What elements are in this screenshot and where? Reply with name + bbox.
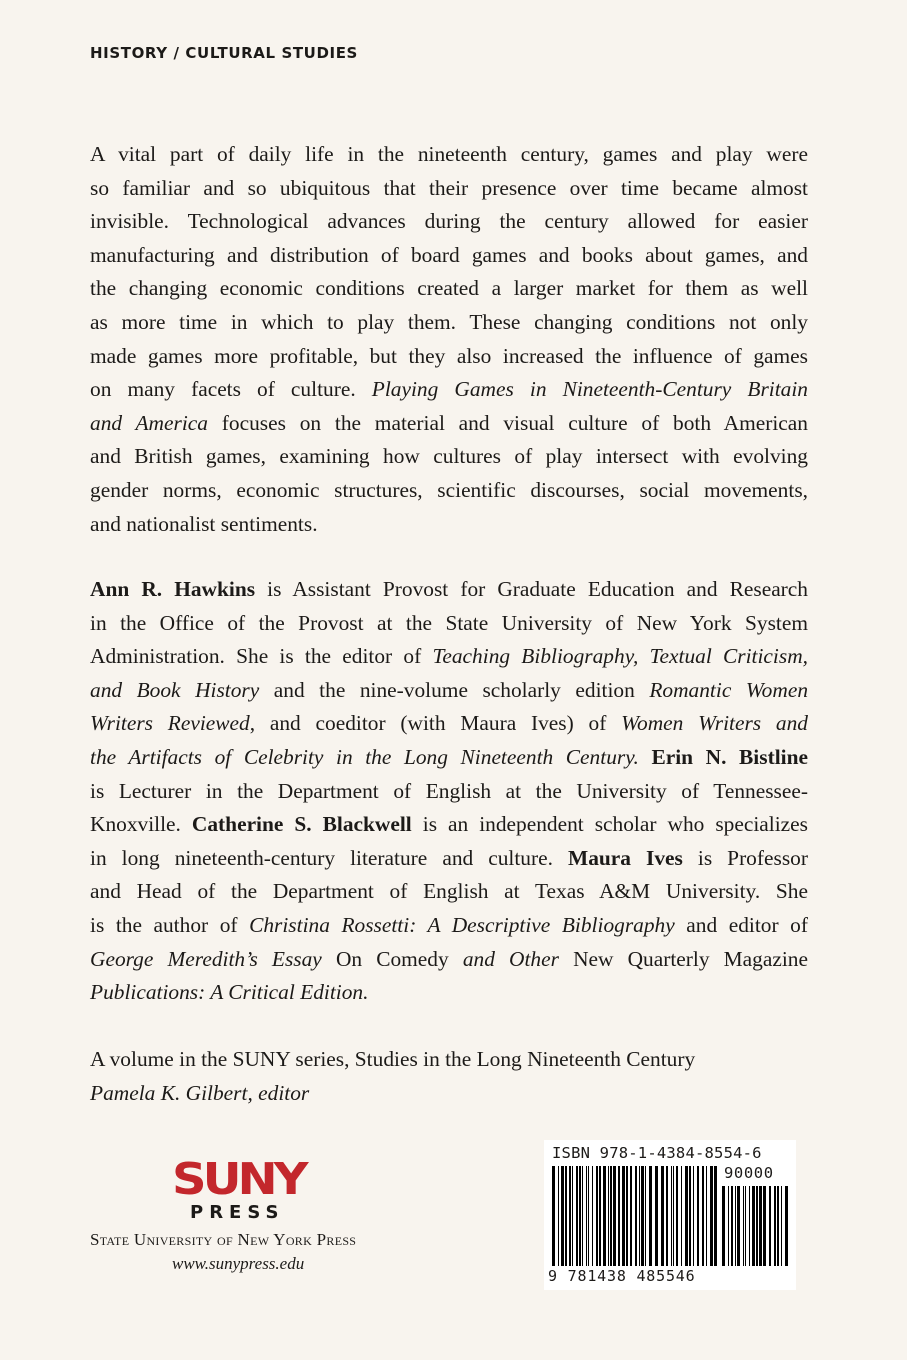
description-line: made games more profitable, but they also increased the influence of games <box>90 343 808 368</box>
category-label: HISTORY / CULTURAL STUDIES <box>90 44 358 62</box>
description-line: the changing economic conditions created a larger market for them as well <box>90 276 808 301</box>
description-line: and America focuses on the material and visual culture of both American <box>90 410 808 435</box>
description-line: so familiar and so ubiquitous that their presence over time became almost <box>90 175 808 200</box>
author-name: Maura Ives <box>568 845 683 870</box>
book-description <box>90 138 808 541</box>
series-info <box>90 1043 808 1110</box>
logo-press-text: PRESS <box>190 1202 285 1223</box>
author-bios: Ann R. Hawkins is Assistant Provost for Graduate Education and Research in the Office of the Provost at the State University of New York System Administration. She is the editor of Teaching Bibliography, Textual Criticism, and Book History and the nine-volume scholarly edition Romantic Women Writers Reviewed, and coeditor (with Maura Ives) of Women Writers and the Artifacts of Celebrity in the Long Nineteenth Century. Erin N. Bistline is Lecturer in the Department of English at the University of Tennessee- Knoxville. Catherine S. Blackwell is an independent scholar who specializes in long nineteenth-century literature and culture. Maura Ives is Professor and Head of the Department of English at Texas A&M University. She is the author of Christina Rossetti: A Descriptive Bibliography and editor of George Meredith’s Essay On Comedy and Other New Quarterly Magazine Publications: A Critical Edition. <box>90 577 809 1005</box>
description-line: on many facets of culture. Playing Games in Nineteenth-Century Britain <box>90 377 808 402</box>
description-line: as more time in which to play them. These changing conditions not only <box>90 309 808 334</box>
ean-bars <box>550 1166 718 1272</box>
author-name: Erin N. Bistline <box>651 744 808 769</box>
publisher-name: State University of New York Press <box>90 1230 357 1249</box>
author-name: Catherine S. Blackwell <box>191 812 412 837</box>
isbn-barcode <box>544 1140 796 1290</box>
description-line: gender norms, economic structures, scientific discourses, social movements, <box>90 477 808 502</box>
description-line: and British games, examining how cultures of play intersect with evolving <box>90 444 808 469</box>
description-line: and nationalist sentiments. <box>90 511 318 536</box>
book-title: and America <box>90 410 208 435</box>
series-line: A volume in the SUNY series, Studies in the Long Nineteenth Century <box>90 1047 696 1071</box>
description-line: invisible. Technological advances during the century allowed for easier <box>90 209 808 234</box>
series-editor: Pamela K. Gilbert, editor <box>90 1080 310 1105</box>
suny-press-logo <box>172 1154 320 1223</box>
author-name: Ann R. Hawkins <box>90 577 256 601</box>
logo-suny-text: SUNY <box>172 1154 305 1205</box>
ean-digits: 9 781438 485546 <box>548 1267 696 1285</box>
isbn-number: ISBN 978-1-4384-8554-6 <box>552 1144 762 1162</box>
publisher-website: www.sunypress.edu <box>172 1254 305 1273</box>
description-line: A vital part of daily life in the nineteenth century, games and play were <box>90 142 808 166</box>
price-code: 90000 <box>724 1164 774 1182</box>
book-title: Playing Games in Nineteenth-Century Britain <box>371 377 808 402</box>
description-line: manufacturing and distribution of board games and books about games, and <box>90 242 808 267</box>
price-bars <box>720 1186 790 1272</box>
